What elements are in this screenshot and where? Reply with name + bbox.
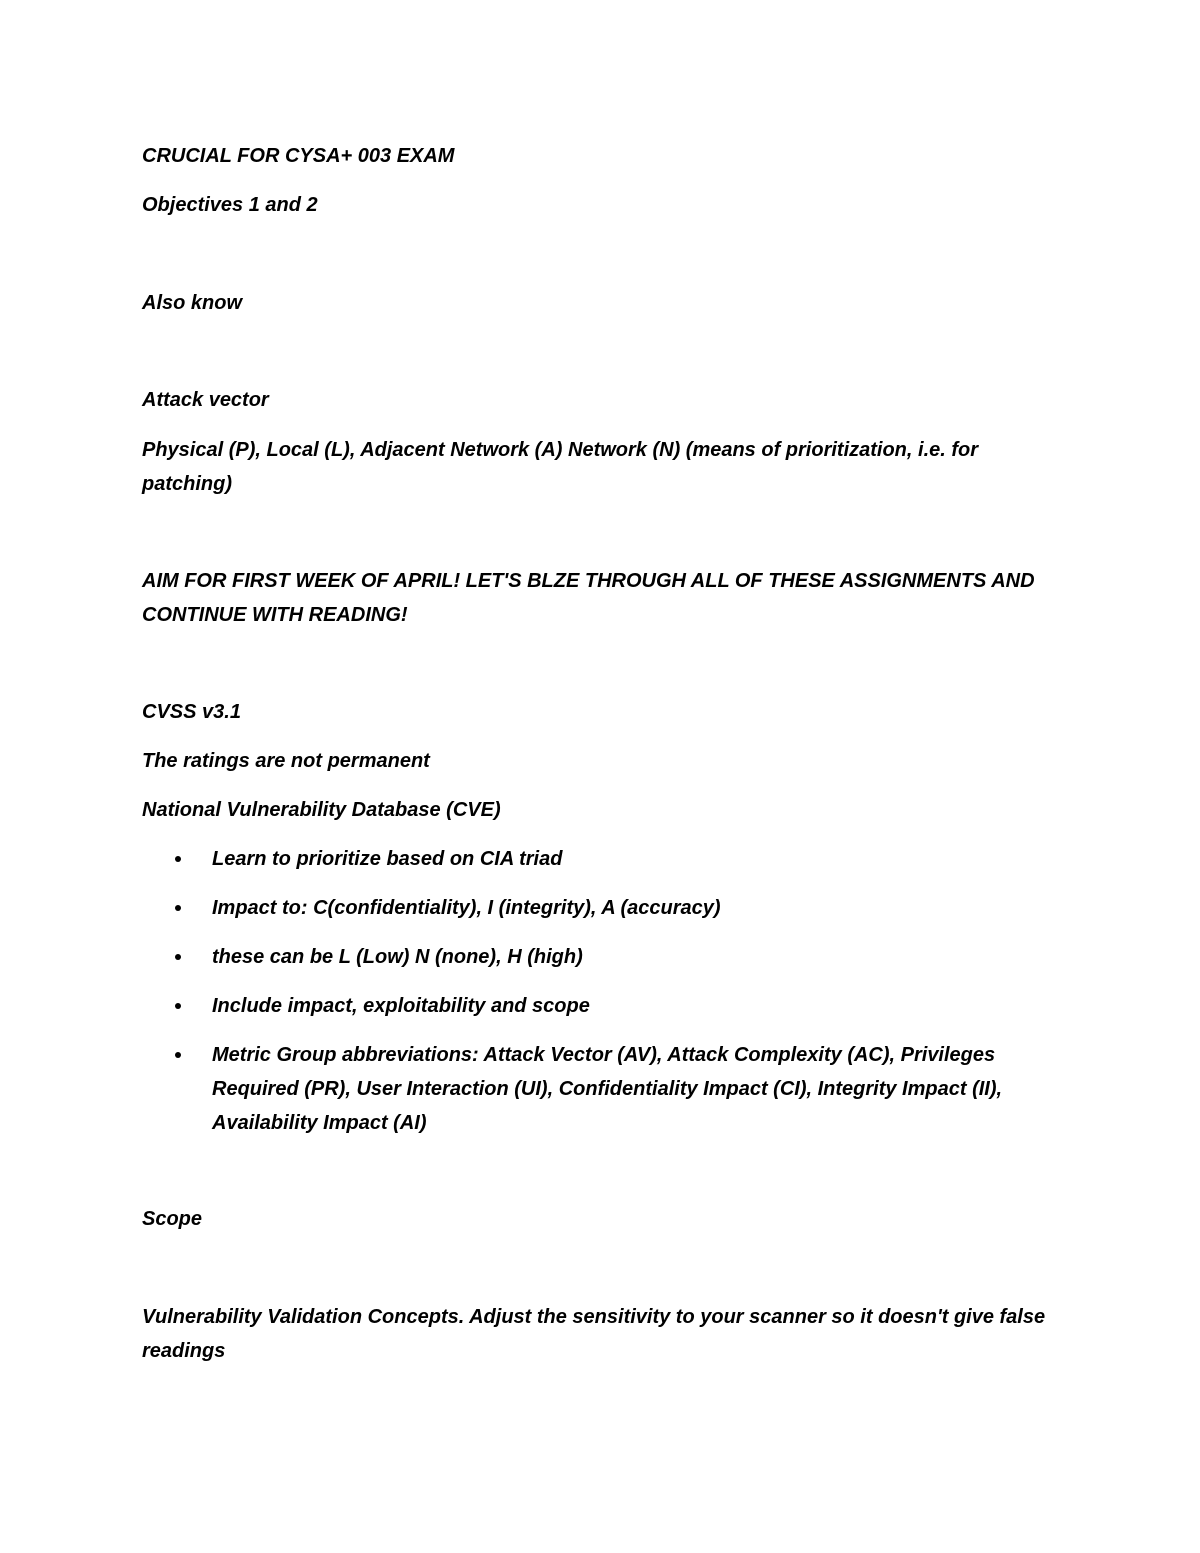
- scope-heading: Scope: [142, 1208, 203, 1230]
- nvd-text: National Vulnerability Database (CVE): [142, 799, 501, 821]
- cvss-heading: CVSS v3.1: [142, 701, 241, 723]
- list-item-text: Learn to prioritize based on CIA triad: [212, 848, 563, 870]
- bullet-icon: [175, 1003, 181, 1009]
- bullet-icon: [175, 1052, 181, 1058]
- also-know-line: Also know: [142, 292, 243, 314]
- list-item-text: Impact to: C(confidentiality), I (integrity), A (accuracy): [212, 897, 721, 919]
- validation-text: Vulnerability Validation Concepts. Adjust the sensitivity to your scanner so it doesn't give false readings: [142, 1306, 1046, 1362]
- attack-vector-text: Physical (P), Local (L), Adjacent Network (A) Network (N) (means of prioritization, i.e. for patching): [142, 439, 979, 495]
- attack-vector-heading: Attack vector: [142, 389, 269, 411]
- bullet-icon: [175, 954, 181, 960]
- ratings-text: The ratings are not permanent: [142, 750, 430, 772]
- list-item-text: Include impact, exploitability and scope: [212, 995, 590, 1017]
- list-item: [142, 989, 1052, 1023]
- list-item: [142, 1038, 1052, 1140]
- list-item-text: these can be L (Low) N (none), H (high): [212, 946, 583, 968]
- cvss-bullet-list: [142, 842, 1052, 1155]
- aim-text: AIM FOR FIRST WEEK OF APRIL! LET'S BLZE THROUGH ALL OF THESE ASSIGNMENTS AND CONTINUE WITH READING!: [142, 570, 1035, 626]
- bullet-icon: [175, 905, 181, 911]
- bullet-icon: [175, 856, 181, 862]
- list-item: [142, 842, 1052, 876]
- list-item: [142, 891, 1052, 925]
- objectives-line: Objectives 1 and 2: [142, 194, 318, 216]
- list-item: [142, 940, 1052, 974]
- list-item-text: Metric Group abbreviations: Attack Vector (AV), Attack Complexity (AC), Privileges Required (PR), User Interaction (UI), Confidentiality Impact (CI), Integrity Impact (II), Availability Impact (AI): [212, 1044, 1003, 1134]
- document-title: CRUCIAL FOR CYSA+ 003 EXAM: [142, 145, 455, 167]
